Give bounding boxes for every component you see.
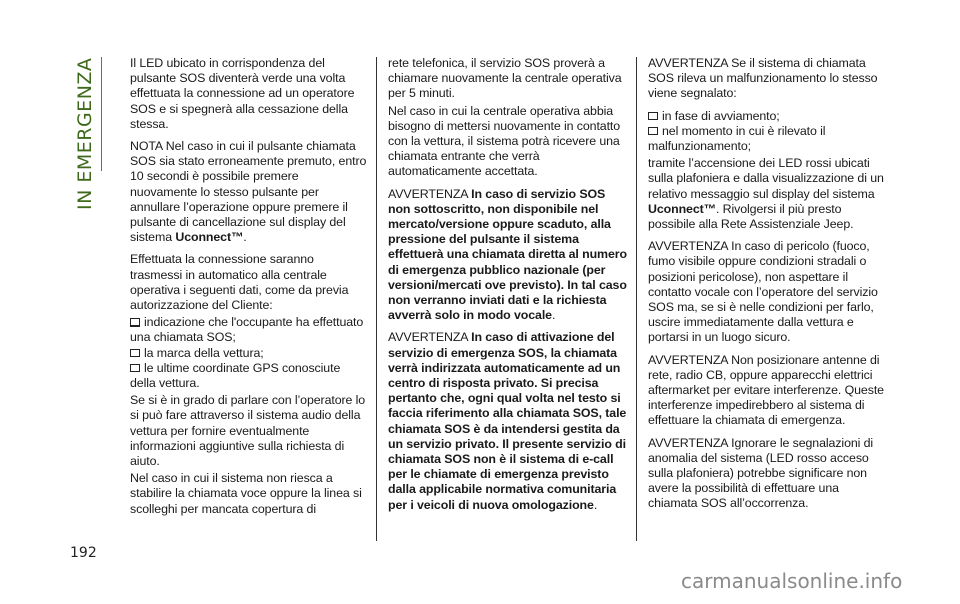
section-title-rule: [101, 57, 102, 171]
section-title: IN EMERGENZA: [74, 57, 96, 210]
page-number: 192: [70, 545, 97, 561]
text-column-2: [388, 56, 628, 520]
column-divider-1: [376, 57, 377, 541]
warning-danger: AVVERTENZA In caso di pericolo (fuoco, fumo visibile oppure condizioni stradali o posizioni pericolose), non aspettare il contatto vocale con l’operatore del servizio SOS ma, se si è nelle condizioni per farlo, uscire immediatamente dalla vettura e portarsi in un luogo sicuro.: [648, 239, 878, 345]
list-item: in fase di avviamento;: [648, 109, 888, 124]
column-divider-2: [636, 57, 637, 541]
paragraph-led-red: tramite l’accensione dei LED rossi ubicati sulla plafoniera e dalla visualizzazione di un relativo messaggio sul display del sistema Uconnect™. Rivolgersi il più presto possibile alla Rete Assistenziale Jeep.: [648, 156, 884, 232]
paragraph-incoming-call: Nel caso in cui la centrale operativa abbia bisogno di mettersi nuovamente in contatto con la vettura, il sistema potrà ricevere una chiamata entrante che verrà automaticamente accettata.: [388, 103, 621, 179]
list-item: nel momento in cui è rilevato il malfunzionamento;: [648, 123, 826, 154]
list-item: la marca della vettura;: [130, 346, 368, 361]
paragraph-led-info: Il LED ubicato in corrispondenza del pulsante SOS diventerà verde una volta effettuata la connessione ad un operatore SOS e si spegnerà alla cessazione della stessa.: [130, 56, 355, 131]
list-item: indicazione che l'occupante ha effettuato una chiamata SOS;: [130, 315, 364, 345]
list-item: le ultime coordinate GPS conosciute della vettura.: [130, 360, 341, 391]
paragraph-no-connection: Nel caso in cui il sistema non riesca a stabilire la chiamata voce oppure la linea si scolleghi per mancata copertura di: [130, 471, 362, 516]
checkbox-bullet-icon: [130, 364, 140, 371]
paragraph-data-transmitted: Effettuata la connessione saranno trasmessi in automatico alla centrale operativa i seguenti dati, come da previa autorizzazione del Cliente:: [130, 252, 349, 313]
warning-not-subscribed: AVVERTENZA In caso di servizio SOS non sottoscritto, non disponibile nel mercato/versione oppure scaduto, alla pressione del pulsante il sistema effettuerà una chiamata diretta al numero di emergenza pubblico nazionale (per versioni/mercati ove previsto). In tal caso non verranno inviati dati e la richiesta avverrà solo in modo vocale.: [388, 186, 627, 323]
checkbox-bullet-icon: [130, 318, 140, 325]
warning-antennas: AVVERTENZA Non posizionare antenne di rete, radio CB, oppure apparecchi elettrici aftermarket per evitare interferenze. Queste interferenze impedirebbero al sistema di effettuare la chiamata di emergenza.: [648, 352, 884, 428]
text-column-3: [648, 56, 888, 519]
paragraph-nota: NOTA Nel caso in cui il pulsante chiamata SOS sia stato erroneamente premuto, entro 10 secondi è possibile premere nuovamente lo stesso pulsante per annullare l’operazione oppure premere il pulsante di cancellazione sul display del sistema Uconnect™.: [130, 139, 367, 245]
paragraph-retry: rete telefonica, il servizio SOS proverà a chiamare nuovamente la centrale operativa per 5 minuti.: [388, 56, 622, 101]
warning-ignore-signals: AVVERTENZA Ignorare le segnalazioni di anomalia del sistema (LED rosso acceso sulla plafoniera) potrebbe significare non avere la possibilità di effettuare una chiamata SOS all’occorrenza.: [648, 435, 874, 511]
watermark: carmanualsonline.info: [681, 569, 903, 593]
warning-private-service: AVVERTENZA In caso di attivazione del servizio di emergenza SOS, la chiamata verrà indirizzata automaticamente ad un centro di risposta privato. Si precisa pertanto che, ogni qual volta nel testo si faccia riferimento alla chiamata SOS, tale chiamata SOS è da intendersi gestita da un servizio privato. Il presente servizio di chiamata SOS non è il sistema di e-call per le chiamate di emergenza previsto dalla applicabile normativa comunitaria per i veicoli di nuova omologazione.: [388, 330, 627, 512]
checkbox-bullet-icon: [648, 112, 658, 119]
paragraph-speak-operator: Se si è in grado di parlare con l’operatore lo si può fare attraverso il sistema audio della vettura per fornire eventualmente informazioni aggiuntive sulla richiesta di aiuto.: [130, 393, 366, 469]
checkbox-bullet-icon: [648, 127, 658, 134]
checkbox-bullet-icon: [130, 349, 140, 356]
text-column-1: [130, 56, 368, 524]
warning-malfunction: AVVERTENZA Se il sistema di chiamata SOS rileva un malfunzionamento lo stesso viene segnalato:: [648, 56, 878, 101]
